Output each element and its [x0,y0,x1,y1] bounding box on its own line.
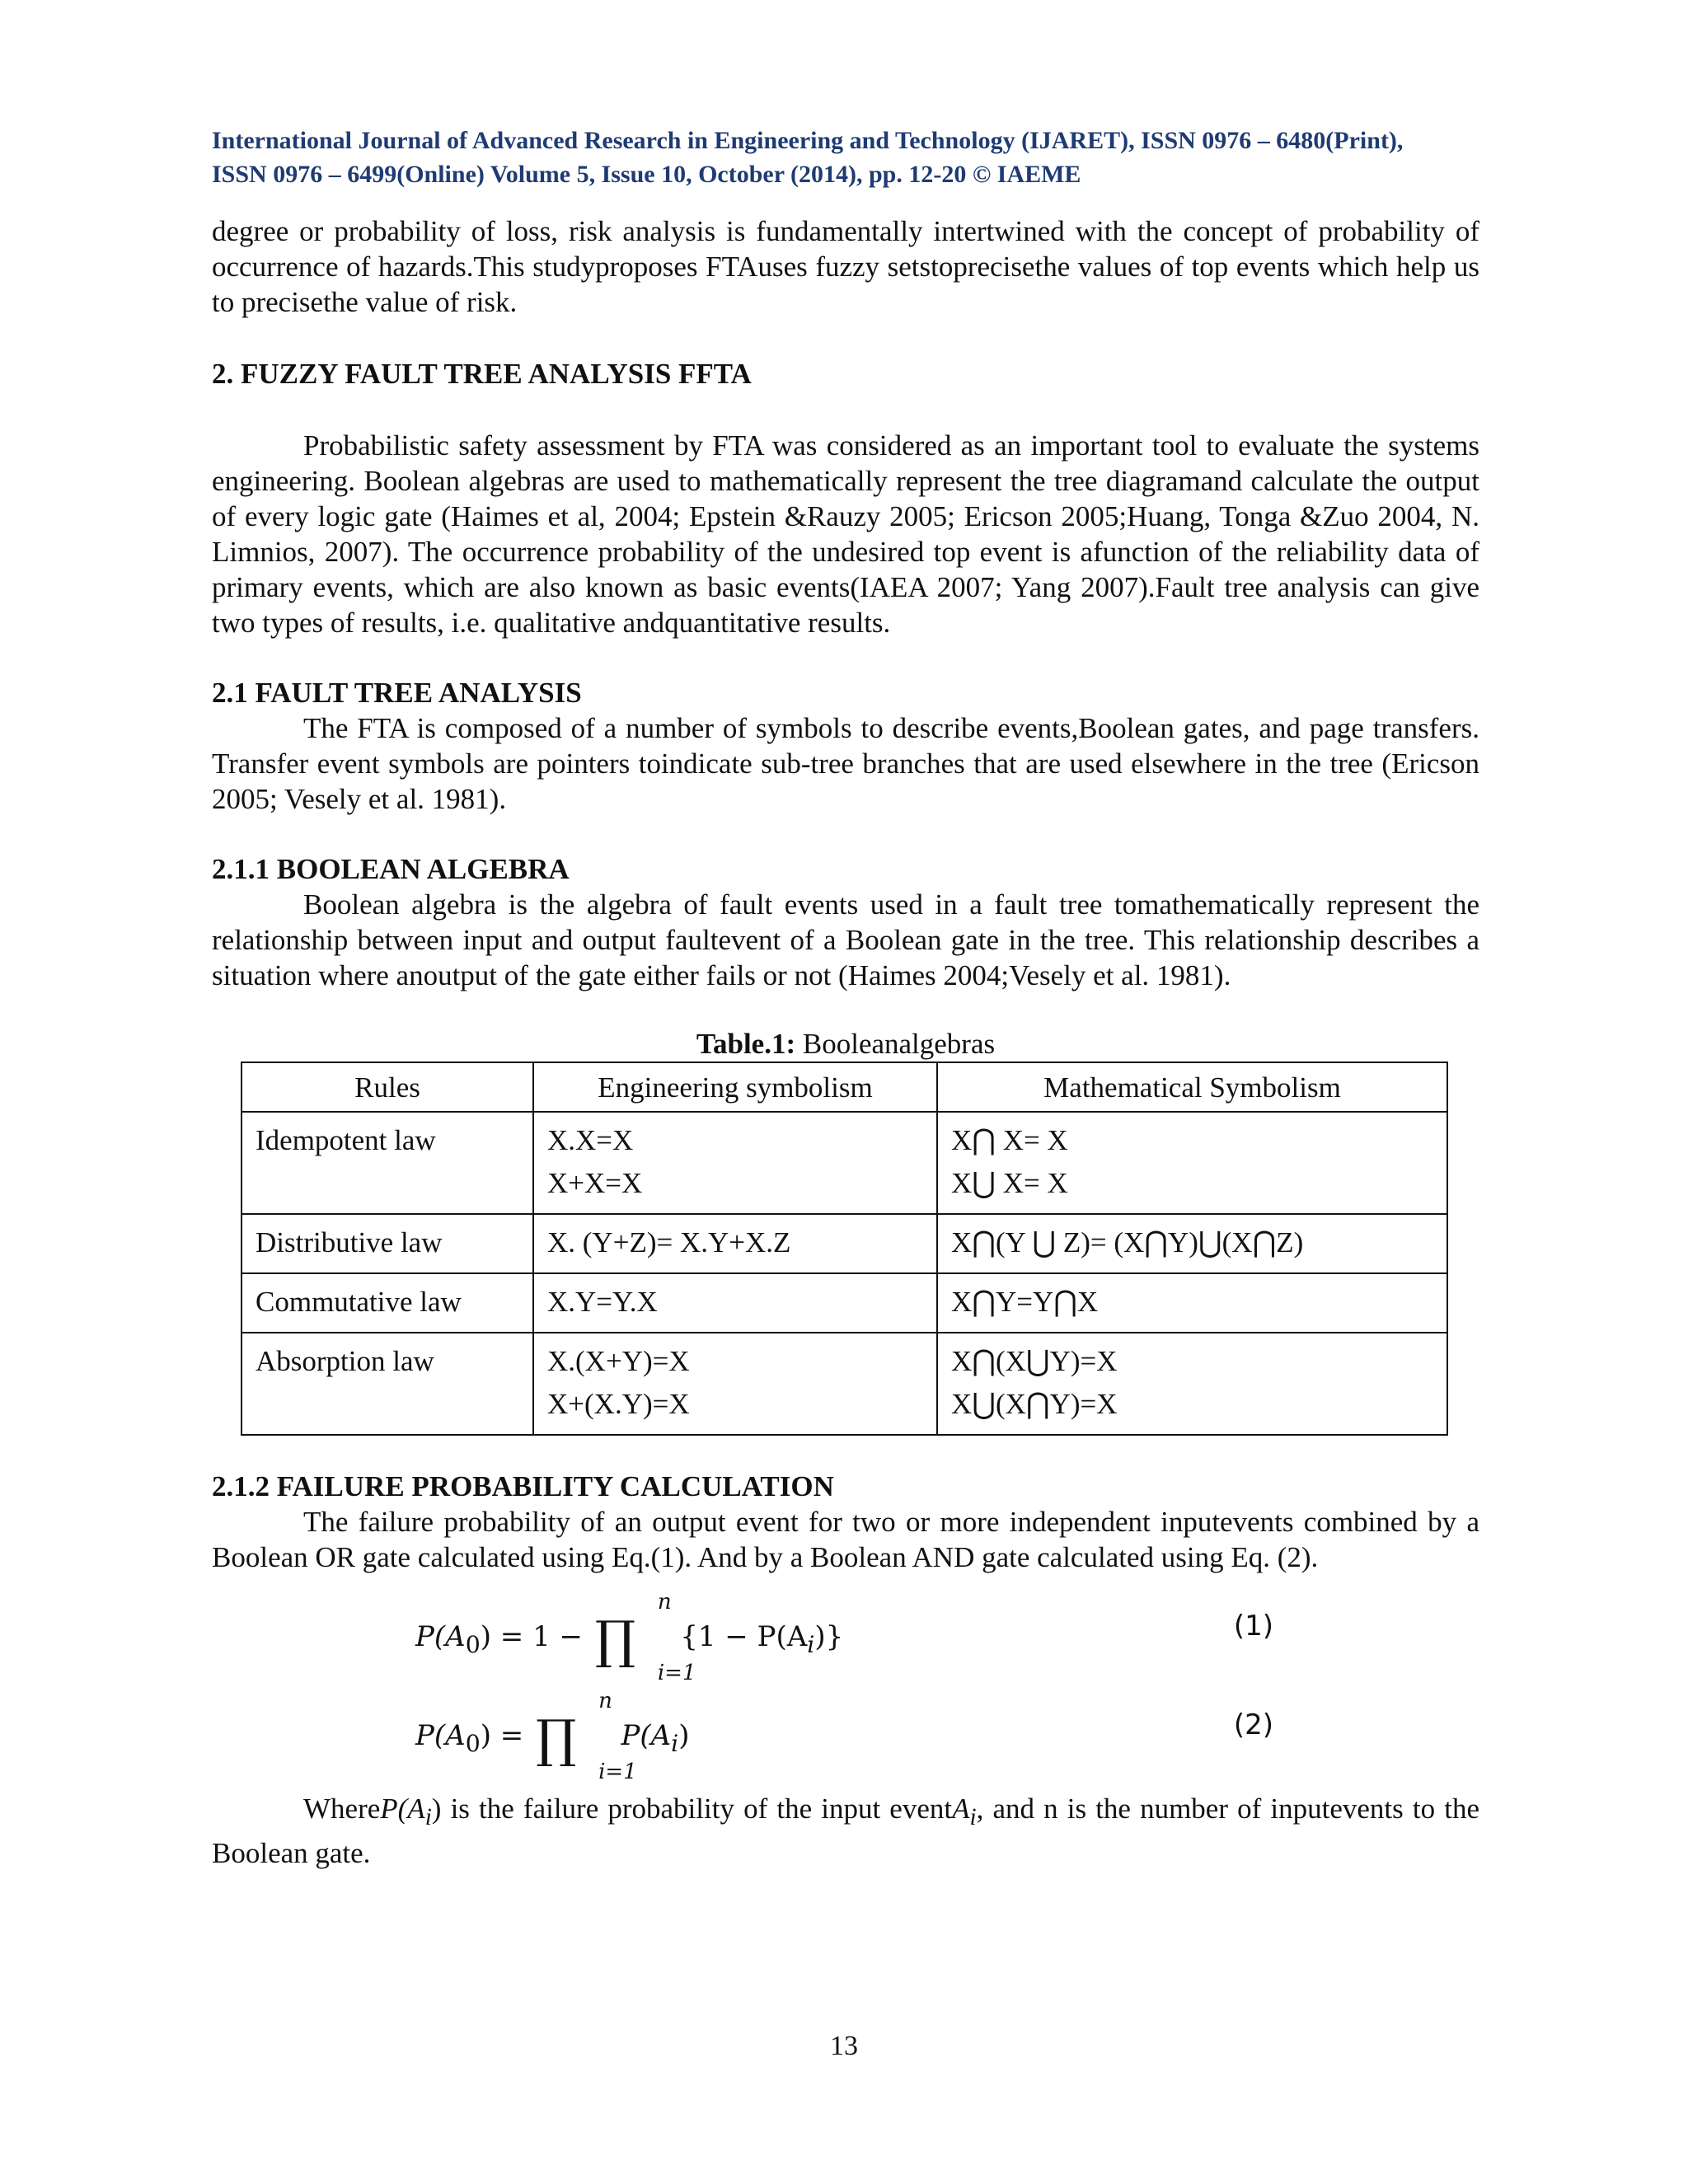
table-caption-label: Table.1: [696,1028,796,1060]
engineering-expression: X.Y=Y.X [547,1286,658,1318]
equation-1-lhs: P(A [415,1620,466,1653]
column-header-engineering: Engineering symbolism [533,1062,937,1112]
mathematical-cell [937,1214,1447,1273]
product-lower-limit: i=1 [657,1661,696,1685]
product-symbol: ∏ n i=1 [536,1689,637,1784]
where-text: , and n is the number of inputevents to the Boolean gate. [212,1793,1479,1869]
table-row [241,1112,1447,1214]
where-math-event-subscript: i [969,1804,977,1830]
equation-1-operator: ) = 1 − [480,1620,592,1653]
engineering-expression: X.(X+Y)=X [547,1345,690,1377]
engineering-expression: X. (Y+Z)= X.Y+X.Z [547,1226,791,1258]
mathematical-cell [937,1273,1447,1333]
running-header [212,124,1479,191]
mathematical-cell [937,1333,1447,1435]
equation-2-subscript: 0 [465,1729,481,1757]
engineering-expression: X+(X.Y)=X [547,1388,690,1420]
product-upper-limit: n [598,1689,612,1713]
equation-2-rhs-subscript: i [671,1729,679,1757]
where-math-close: ) [431,1793,442,1825]
equation-1-subscript: 0 [465,1630,481,1658]
product-upper-limit: n [657,1590,672,1615]
equation-2-body [415,1689,690,1784]
table-row [241,1273,1447,1333]
equation-2 [212,1685,1479,1784]
mathematical-expression: X⋂(X⋃Y)=X [951,1345,1118,1377]
engineering-cell [533,1112,937,1214]
where-text: Where [303,1793,381,1825]
equation-1-rhs-subscript: i [807,1630,815,1658]
intro-paragraph: degree or probability of loss, risk analysis is fundamentally intertwined with the concept of probability of occurrence of hazards.This studyproposes FTAuses fuzzy setstoprecisethe values of top events which help us to precisethe value of risk. [212,215,1479,318]
mathematical-expression: X⋃(X⋂Y)=X [951,1388,1118,1420]
equation-2-lhs: P(A [415,1719,466,1752]
mathematical-expression: X⋃ X= X [951,1167,1068,1199]
equation-1-rhs-close: )} [814,1620,844,1653]
page-content [212,124,1479,1871]
equation-1-number: (1) [1233,1610,1273,1643]
table-caption [212,1026,1479,1062]
where-paragraph [212,1791,1479,1871]
equation-1 [212,1586,1479,1685]
mathematical-cell [937,1112,1447,1214]
engineering-cell [533,1333,937,1435]
equation-2-rhs-close: ) [678,1719,690,1752]
section-2-1-2-paragraph: The failure probability of an output event for two or more independent inputevents combined by a Boolean OR gate calculated using Eq.(1). And by a Boolean AND gate calculated using Eq. (2). [212,1506,1479,1573]
header-line-2: ISSN 0976 – 6499(Online) Volume 5, Issue 10, October (2014), pp. 12-20 © IAEME [212,161,1081,188]
where-text: is the failure probability of the input event [441,1793,953,1825]
table-row [241,1333,1447,1435]
section-2-1-paragraph: The FTA is composed of a number of symbols to describe events,Boolean gates, and page transfers. Transfer event symbols are pointers toindicate sub-tree branches that are used elsewhere in the tree (Ericson 2005; Vesely et al. 1981). [212,712,1479,815]
mathematical-expression: X⋂Y=Y⋂X [951,1286,1099,1318]
column-header-rules: Rules [241,1062,533,1112]
where-math-subscript: i [424,1804,432,1830]
mathematical-expression: X⋂ X= X [951,1124,1068,1156]
rule-cell: Idempotent law [241,1112,533,1214]
engineering-cell [533,1214,937,1273]
product-lower-limit: i=1 [598,1760,637,1784]
rule-cell: Distributive law [241,1214,533,1273]
equation-1-body [415,1590,844,1685]
column-header-mathematical: Mathematical Symbolism [937,1062,1447,1112]
engineering-expression: X.X=X [547,1124,634,1156]
where-math-event: A [952,1793,970,1825]
where-math-probability: P(A [380,1793,425,1825]
product-symbol: ∏ n i=1 [594,1590,696,1685]
table-row [241,1214,1447,1273]
equation-2-number: (2) [1233,1708,1273,1741]
equation-2-rhs: P(A [621,1719,672,1752]
section-2-1-1-heading: 2.1.1 BOOLEAN ALGEBRA [212,853,570,885]
boolean-algebra-table [241,1062,1448,1436]
section-2-1-2-heading: 2.1.2 FAILURE PROBABILITY CALCULATION [212,1470,834,1502]
equation-2-operator: ) = [480,1719,533,1752]
section-2-1-heading: 2.1 FAULT TREE ANALYSIS [212,677,582,709]
mathematical-expression: X⋂(Y ⋃ Z)= (X⋂Y)⋃(X⋂Z) [951,1226,1304,1258]
equation-1-rhs: {1 − P(A [680,1620,808,1653]
engineering-expression: X+X=X [547,1167,643,1199]
engineering-cell [533,1273,937,1333]
page-number: 13 [830,2031,858,2061]
section-2-heading: 2. FUZZY FAULT TREE ANALYSIS FFTA [212,358,752,390]
header-line-1: International Journal of Advanced Research in Engineering and Technology (IJARET), ISSN 0976 – 6480(Print), [212,127,1404,154]
section-2-1-1-paragraph: Boolean algebra is the algebra of fault events used in a fault tree tomathematically represent the relationship between input and output faultevent of a Boolean gate in the tree. This relationship describes a situation where anoutput of the gate either fails or not (Haimes 2004;Vesely et al. 1981). [212,888,1479,991]
section-2-paragraph: Probabilistic safety assessment by FTA was considered as an important tool to evaluate the systems engineering. Boolean algebras are used to mathematically represent the tree diagramand calculate the output of every logic gate (Haimes et al, 2004; Epstein &Rauzy 2005; Ericson 2005;Huang, Tonga &Zuo 2004, N. Limnios, 2007). The occurrence probability of the undesired top event is afunction of the reliability data of primary events, which are also known as basic events(IAEA 2007; Yang 2007).Fault tree analysis can give two types of results, i.e. qualitative andquantitative results. [212,429,1479,639]
rule-cell: Commutative law [241,1273,533,1333]
table-header-row [241,1062,1447,1112]
table-caption-text: Booleanalgebras [795,1028,996,1060]
rule-cell: Absorption law [241,1333,533,1435]
